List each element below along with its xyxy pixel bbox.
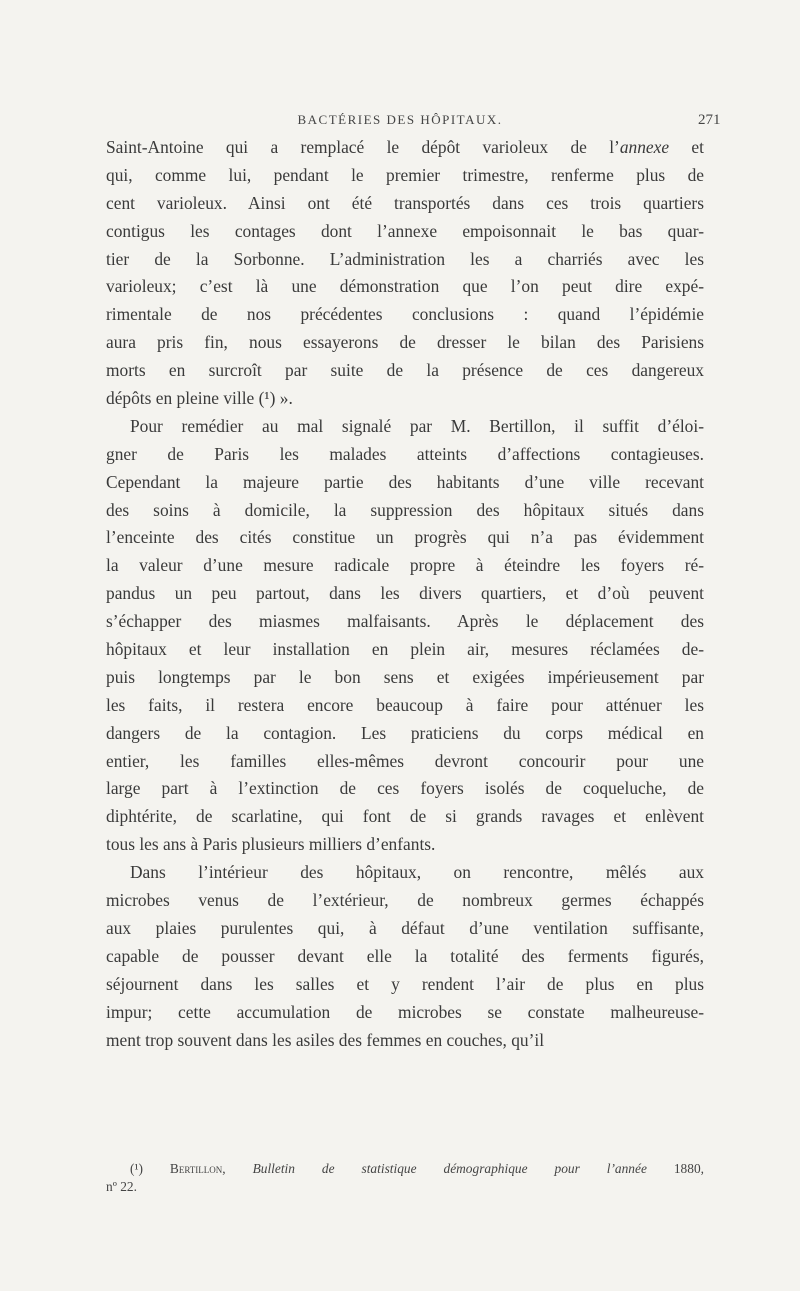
text-line	[106, 859, 704, 887]
text-segment: capable de pousser devant elle la totalité des ferments figurés,	[106, 945, 704, 966]
text-line	[106, 273, 704, 301]
text-line	[106, 831, 704, 859]
text-line	[106, 580, 704, 608]
paragraph	[106, 413, 704, 859]
text-line	[106, 1027, 704, 1055]
text-line	[106, 971, 704, 999]
text-segment: aux plaies purulentes qui, à défaut d’une ventilation suffisante,	[106, 917, 704, 938]
footnote-author: Bertillon	[169, 1161, 223, 1176]
page-number: 271	[698, 112, 721, 128]
text-segment: tous les ans à Paris plusieurs milliers d’enfants.	[106, 834, 436, 855]
text-segment: microbes venus de l’extérieur, de nombreux germes échappés	[106, 890, 704, 911]
text-segment: dépôts en pleine ville (¹) ».	[106, 388, 293, 409]
body-text	[106, 134, 704, 1054]
text-segment: Dans l’intérieur des hôpitaux, on rencontre, mêlés aux	[130, 862, 704, 883]
text-segment: tier de la Sorbonne. L’administration les a charriés avec les	[106, 248, 704, 269]
text-segment: gner de Paris les malades atteints d’affections contagieuses.	[106, 443, 704, 464]
text-segment: séjournent dans les salles et y rendent l’air de plus en plus	[106, 973, 704, 994]
footnote-line: (¹) Bertillon, Bulletin de statistique démographique pour l’année 1880,	[130, 1161, 704, 1176]
text-segment: Cependant la majeure partie des habitants d’une ville recevant	[106, 471, 704, 492]
text-segment: Saint-Antoine qui a remplacé le dépôt varioleux de l’	[106, 137, 620, 157]
text-line	[106, 134, 704, 162]
text-line	[106, 162, 704, 190]
text-line	[106, 803, 704, 831]
text-segment: cent varioleux. Ainsi ont été transportés dans ces trois quartiers	[106, 192, 704, 213]
text-segment: varioleux; c’est là une démonstration que l’on peut dire expé-	[106, 276, 704, 297]
text-line	[106, 301, 704, 329]
paragraph	[106, 859, 704, 1054]
text-segment: s’échapper des miasmes malfaisants. Après le déplacement des	[106, 611, 704, 632]
text-segment: contigus les contages dont l’annexe empoisonnait le bas quar-	[106, 220, 704, 241]
text-line	[106, 775, 704, 803]
text-segment: les faits, il restera encore beaucoup à faire pour atténuer les	[106, 694, 704, 715]
paragraph	[106, 134, 704, 413]
footnote-line	[106, 1178, 704, 1196]
text-line	[106, 748, 704, 776]
text-line	[106, 246, 704, 274]
text-line	[106, 218, 704, 246]
text-line	[106, 190, 704, 218]
text-line	[106, 497, 704, 525]
text-line	[106, 943, 704, 971]
text-line	[106, 636, 704, 664]
footnote-title: Bulletin de statistique démographique pour l’année	[252, 1161, 647, 1176]
text-line	[106, 608, 704, 636]
text-segment: impur; cette accumulation de microbes se constate malheureuse-	[106, 1001, 704, 1022]
text-line	[106, 385, 704, 413]
footnote-marker: (¹)	[130, 1161, 143, 1176]
text-segment: large part à l’extinction de ces foyers isolés de coqueluche, de	[106, 778, 704, 799]
text-segment: l’enceinte des cités constitue un progrès qui n’a pas évidemment	[106, 527, 704, 548]
text-line	[106, 524, 704, 552]
text-line	[106, 329, 704, 357]
text-segment: qui, comme lui, pendant le premier trimestre, renferme plus de	[106, 164, 704, 185]
text-segment: dangers de la contagion. Les praticiens du corps médical en	[106, 722, 704, 743]
text-segment: rimentale de nos précédentes conclusions : quand l’épidémie	[106, 304, 704, 325]
text-line	[106, 692, 704, 720]
italic-term: annexe	[619, 137, 670, 157]
text-segment: aura pris fin, nous essayerons de dresser le bilan des Parisiens	[106, 332, 704, 353]
text-line	[106, 915, 704, 943]
footnote-number: nº 22.	[106, 1179, 137, 1194]
text-segment: entier, les familles elles-mêmes devront concourir pour une	[106, 750, 704, 771]
text-line	[106, 413, 704, 441]
text-line	[106, 441, 704, 469]
text-segment: pandus un peu partout, dans les divers quartiers, et d’où peuvent	[106, 583, 704, 604]
footnote	[106, 1160, 704, 1196]
text-segment: et	[669, 137, 704, 157]
text-line	[106, 552, 704, 580]
text-segment: la valeur d’une mesure radicale propre à éteindre les foyers ré-	[106, 555, 704, 576]
footnote-year: 1880,	[673, 1161, 704, 1176]
text-segment: ment trop souvent dans les asiles des femmes en couches, qu’il	[106, 1029, 545, 1050]
text-line	[106, 469, 704, 497]
text-segment: diphtérite, de scarlatine, qui font de si grands ravages et enlèvent	[106, 806, 704, 827]
text-line	[106, 664, 704, 692]
text-segment: Pour remédier au mal signalé par M. Bertillon, il suffit d’éloi-	[130, 415, 704, 436]
text-line	[106, 887, 704, 915]
text-line	[106, 999, 704, 1027]
text-line	[106, 357, 704, 385]
text-segment: morts en surcroît par suite de la présence de ces dangereux	[106, 360, 704, 381]
text-line	[106, 720, 704, 748]
text-segment: puis longtemps par le bon sens et exigées impérieusement par	[106, 666, 704, 687]
running-title: BACTÉRIES DES HÔPITAUX.	[297, 112, 503, 127]
text-segment: des soins à domicile, la suppression des hôpitaux situés dans	[106, 499, 704, 520]
text-segment: hôpitaux et leur installation en plein air, mesures réclamées de-	[106, 639, 704, 660]
